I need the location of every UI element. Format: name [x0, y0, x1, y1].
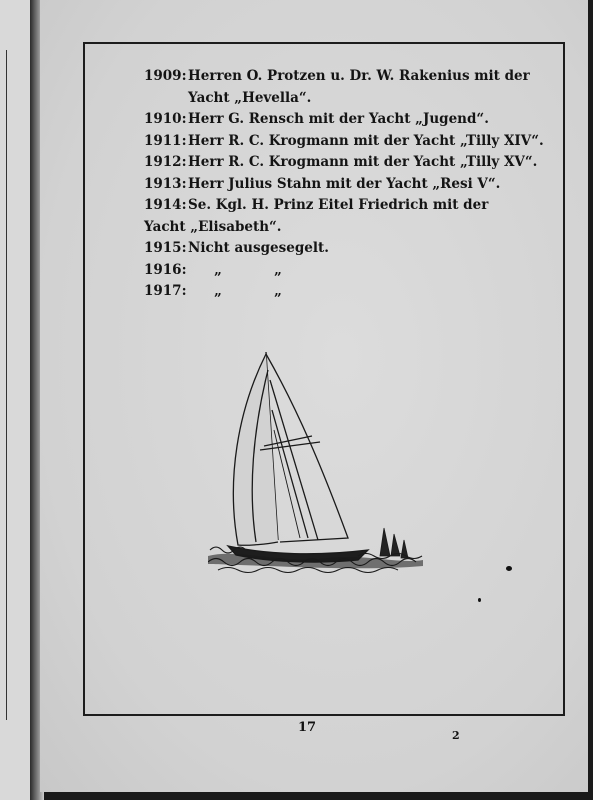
entry-text: Herr R. C. Krogmann mit der Yacht „Tilly XV“. — [188, 154, 538, 170]
entry-year: 1916: — [144, 261, 187, 278]
book-page — [40, 0, 588, 792]
list-item-continuation — [144, 217, 544, 239]
list-item — [144, 238, 544, 260]
list-item — [144, 281, 544, 303]
ditto-mark: „ — [214, 283, 222, 299]
entry-text: Yacht „Hevella“. — [188, 89, 312, 106]
entry-year: 1917: — [144, 283, 187, 299]
list-item — [144, 152, 544, 174]
entry-year: 1912: — [144, 154, 187, 170]
page-number: 17 — [298, 720, 317, 735]
regatta-winners-list — [144, 66, 544, 303]
sailing-yacht-icon — [208, 350, 428, 580]
ink-blot — [478, 598, 481, 602]
entry-text: Se. Kgl. H. Prinz Eitel Friedrich mit der — [188, 197, 489, 213]
entry-text: Herr R. C. Krogmann mit der Yacht „Tilly XIV“. — [188, 132, 544, 149]
entry-year: 1910: — [144, 111, 187, 127]
entry-text: Nicht ausgesegelt. — [188, 240, 329, 256]
entry-text: Herren O. Protzen u. Dr. W. Rakenius mit der — [188, 68, 530, 84]
entry-text: Herr G. Rensch mit der Yacht „Jugend“. — [188, 111, 489, 127]
list-item — [144, 195, 544, 217]
list-item — [144, 174, 544, 196]
list-item — [144, 66, 544, 88]
entry-text: Herr Julius Stahn mit der Yacht „Resi V“. — [188, 175, 501, 192]
entry-year: 1913: — [144, 175, 187, 192]
entry-year: 1914: — [144, 197, 187, 213]
ditto-mark: „ — [274, 261, 282, 278]
list-item — [144, 131, 544, 153]
sheet-number: 2 — [452, 729, 460, 742]
ditto-mark: „ — [214, 261, 222, 278]
list-item-continuation — [144, 88, 544, 110]
entry-text: Yacht „Elisabeth“. — [144, 218, 282, 235]
entry-year: 1915: — [144, 240, 187, 256]
entry-year: 1911: — [144, 132, 187, 149]
list-item — [144, 260, 544, 282]
ditto-mark: „ — [274, 283, 282, 299]
ink-blot — [506, 566, 512, 571]
list-item — [144, 109, 544, 131]
entry-year: 1909: — [144, 68, 187, 84]
